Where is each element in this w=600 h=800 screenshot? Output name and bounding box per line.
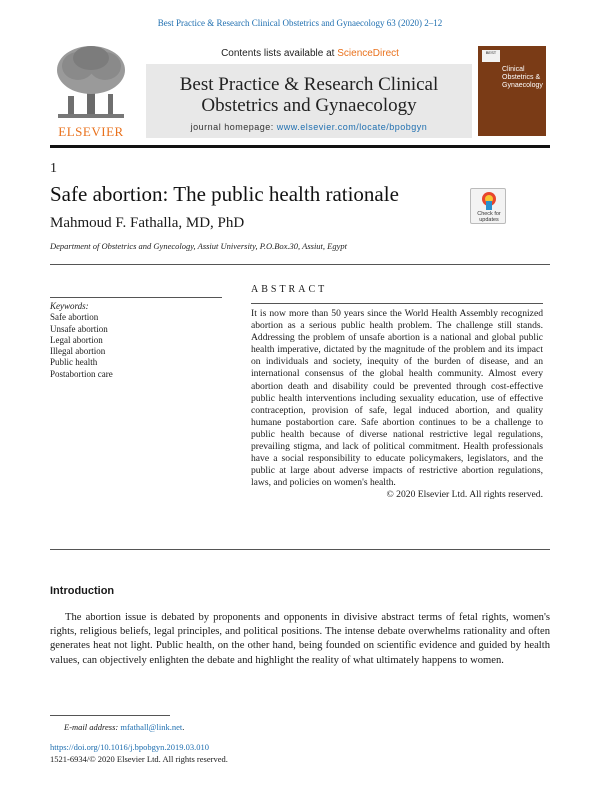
keyword-item: Safe abortion	[50, 312, 99, 323]
author-line: Mahmoud F. Fathalla, MD, PhD	[50, 215, 245, 231]
keyword-item: Illegal abortion	[50, 346, 106, 357]
elsevier-wordmark: ELSEVIER	[58, 124, 124, 139]
affiliation: Department of Obstetrics and Gynecology, Assiut University, P.O.Box.30, Assiut, Egypt	[50, 241, 347, 251]
section-rule	[50, 549, 550, 550]
keywords-block	[50, 297, 222, 380]
keyword-item: Public health	[50, 357, 98, 368]
check-for-updates-button[interactable]	[470, 188, 506, 224]
email-link[interactable]: mfathall@link.net	[120, 722, 183, 732]
abstract-heading: ABSTRACT	[251, 284, 328, 295]
abstract-copyright: © 2020 Elsevier Ltd. All rights reserved.	[386, 489, 543, 501]
journal-homepage	[146, 122, 472, 132]
abstract-block	[251, 303, 543, 502]
doi-link[interactable]: https://doi.org/10.1016/j.bpobgyn.2019.03.010	[50, 742, 209, 752]
contents-prefix: Contents lists available at	[221, 48, 338, 59]
keywords-rule	[50, 297, 222, 298]
introduction-heading: Introduction	[50, 585, 115, 597]
bookmark-icon	[481, 191, 497, 211]
journal-masthead	[50, 44, 550, 138]
email-footnote	[64, 722, 184, 732]
homepage-link[interactable]: www.elsevier.com/locate/bpobgyn	[276, 122, 428, 132]
header-rule	[50, 264, 550, 265]
keyword-item: Postabortion care	[50, 368, 113, 379]
email-label: E-mail address:	[64, 722, 121, 732]
introduction-text: The abortion issue is debated by proponents and opponents in divisive abstract terms of fetal rights, women's rights, religious beliefs, legal principles, and political positions. The intense debate overwhelms rationality and often generates heat not light. Public health, on the other hand, being founded on scientific evidence and guided by health values, can objectively enlighten the debate and highlight the reality of what ultimately happens to women.	[50, 612, 550, 666]
keywords-heading: Keywords:	[50, 301, 89, 311]
footnote-rule	[50, 715, 170, 716]
abstract-text: It is now more than 50 years since the World Health Assembly recognized abortion as a serious public health problem. The challenge still stands. Addressing the problem of unsafe abortion is a national and global public health imperative, dictated by the magnitude of the problem and its impact on individuals and society, inequity of the burden of disease, and an international consensus of the global health community. Almost every abortion death and disability could be prevented through cost-effective public health interventions including sexuality education, use of effective contraception, provision of safe, legal induced abortion, and quality humane postabortion care. Safe abortion continues to be a challenge to public health because of diverse national restrictive legal regulations, prevailing stigma, and lack of political commitment. Health professionals have a social responsibility to educate policymakers, legislators, and the public at large about adverse impacts of restrictive abortion regulations, laws, and policies on women's health.	[251, 308, 543, 489]
article-number: 1	[50, 161, 57, 176]
keyword-item: Unsafe abortion	[50, 323, 108, 334]
cover-tag: BEST	[482, 50, 500, 62]
keyword-item: Legal abortion	[50, 334, 103, 345]
journal-cover-image	[478, 46, 546, 136]
article-title: Safe abortion: The public health rationale	[50, 182, 399, 206]
check-for-updates-label: Check for updates	[477, 211, 501, 223]
cover-title: Clinical Obstetrics & Gynaecology	[502, 66, 543, 89]
journal-title: Best Practice & Research Clinical Obstetrics and Gynaecology	[179, 74, 439, 116]
email-end: .	[182, 722, 185, 732]
running-head: Best Practice & Research Clinical Obstetrics and Gynaecology 63 (2020) 2–12	[157, 18, 443, 28]
issn-line: 1521-6934/© 2020 Elsevier Ltd. All rights reserved.	[50, 754, 228, 764]
contents-line	[150, 48, 470, 59]
homepage-prefix: journal homepage:	[190, 122, 277, 132]
journal-title-box	[146, 64, 472, 138]
masthead-rule	[50, 145, 550, 148]
sciencedirect-link[interactable]: ScienceDirect	[337, 48, 399, 59]
